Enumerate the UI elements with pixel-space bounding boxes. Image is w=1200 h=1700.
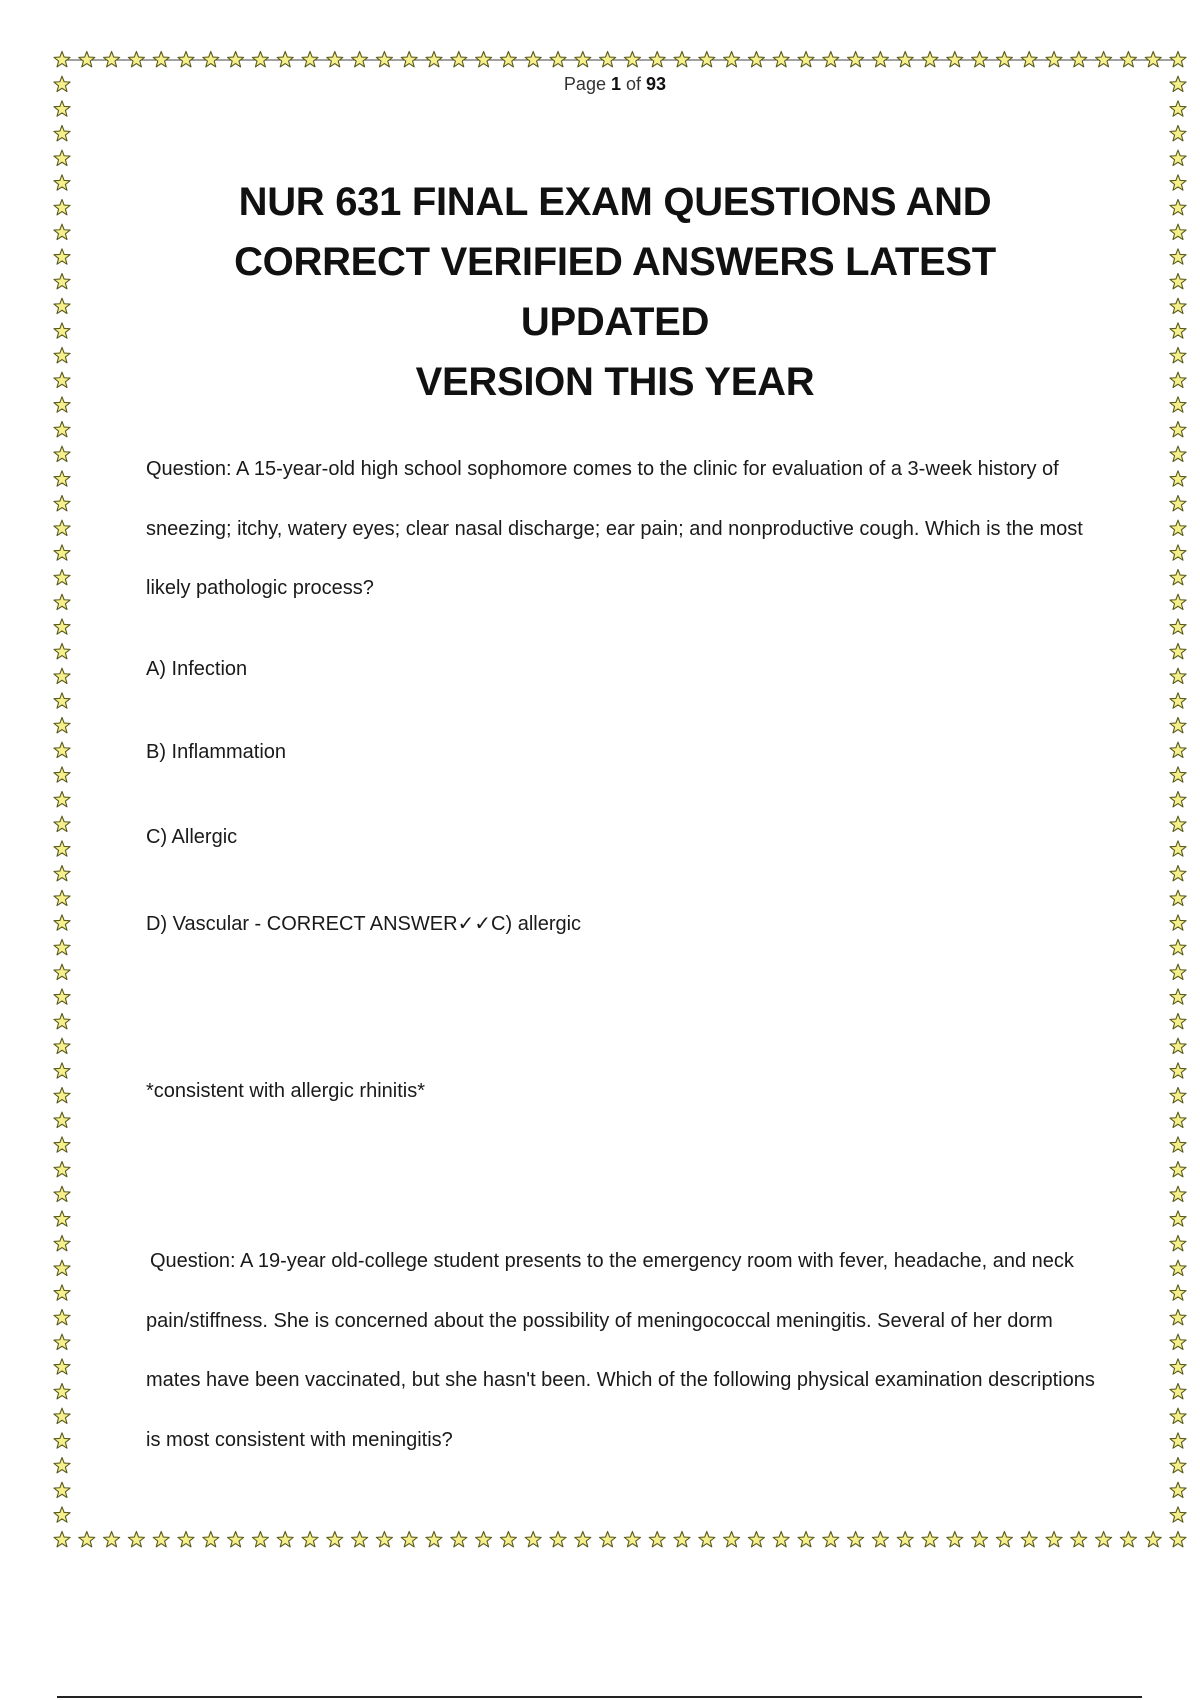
star-icon	[54, 224, 70, 239]
star-icon	[1170, 668, 1186, 683]
star-icon	[525, 1532, 541, 1547]
star-icon	[773, 52, 789, 67]
star-icon	[54, 249, 70, 264]
star-icon	[624, 1532, 640, 1547]
star-icon	[897, 52, 913, 67]
star-icon	[54, 1532, 70, 1547]
star-icon	[54, 792, 70, 807]
star-icon	[1170, 545, 1186, 560]
star-icon	[1170, 841, 1186, 856]
star-icon	[922, 1532, 938, 1547]
star-icon	[1170, 1014, 1186, 1029]
star-icon	[54, 348, 70, 363]
star-icon	[1071, 1532, 1087, 1547]
star-icon	[54, 1482, 70, 1497]
star-icon	[54, 1260, 70, 1275]
star-icon	[1170, 718, 1186, 733]
star-icon	[54, 1236, 70, 1251]
star-icon	[128, 52, 144, 67]
star-icon	[54, 940, 70, 955]
star-icon	[1170, 1063, 1186, 1078]
star-icon	[972, 1532, 988, 1547]
star-icon	[54, 915, 70, 930]
star-icon	[1170, 890, 1186, 905]
star-icon	[872, 1532, 888, 1547]
star-icon	[1170, 767, 1186, 782]
star-icon	[1170, 1285, 1186, 1300]
star-icon	[1170, 693, 1186, 708]
star-icon	[1170, 224, 1186, 239]
star-icon	[1170, 915, 1186, 930]
page-label: Page	[563, 74, 606, 94]
star-icon	[54, 323, 70, 338]
star-icon	[203, 1532, 219, 1547]
star-icon	[376, 1532, 392, 1547]
star-icon	[327, 52, 343, 67]
star-icon	[54, 52, 70, 67]
star-icon	[401, 1532, 417, 1547]
star-icon	[1170, 446, 1186, 461]
star-icon	[1170, 422, 1186, 437]
star-icon	[823, 52, 839, 67]
star-icon	[54, 1507, 70, 1522]
star-icon	[674, 52, 690, 67]
star-icon	[54, 397, 70, 412]
star-icon	[178, 1532, 194, 1547]
star-icon	[54, 1458, 70, 1473]
star-icon	[1170, 964, 1186, 979]
star-icon	[54, 1112, 70, 1127]
star-icon	[1170, 150, 1186, 165]
star-icon	[54, 693, 70, 708]
star-icon	[1046, 52, 1062, 67]
title-line-1: NUR 631 FINAL EXAM QUESTIONS AND	[238, 180, 992, 224]
star-icon	[1170, 594, 1186, 609]
star-icon	[1170, 1359, 1186, 1374]
star-icon	[748, 52, 764, 67]
question-2-stem: Question: A 19-year old-college student presents to the emergency room with fever, headache, and neck pain/stiffness. She is concerned about the possibility of meningococcal meningitis. Several of her dorm mates have been vaccinated, but she hasn't been. Which of the following physical examination descriptions is most consistent with meningitis?	[146, 1250, 1095, 1451]
star-icon	[624, 52, 640, 67]
star-icon	[54, 545, 70, 560]
star-icon	[277, 1532, 293, 1547]
title-line-2: CORRECT VERIFIED ANSWERS LATEST UPDATED	[234, 240, 996, 344]
star-icon	[54, 101, 70, 116]
star-icon	[54, 1433, 70, 1448]
star-icon	[1170, 298, 1186, 313]
star-icon	[54, 890, 70, 905]
star-icon	[302, 1532, 318, 1547]
star-icon	[54, 200, 70, 215]
current-page: 1	[610, 74, 621, 94]
star-icon	[54, 1334, 70, 1349]
star-icon	[1120, 1532, 1136, 1547]
star-icon	[401, 52, 417, 67]
star-icon	[54, 520, 70, 535]
star-icon	[54, 1137, 70, 1152]
star-icon	[1170, 644, 1186, 659]
star-icon	[54, 1038, 70, 1053]
star-icon	[649, 52, 665, 67]
star-icon	[600, 1532, 616, 1547]
page-of-label: of	[626, 74, 642, 94]
star-icon	[1170, 1310, 1186, 1325]
star-icon	[947, 1532, 963, 1547]
star-icon	[54, 619, 70, 634]
star-icon	[1170, 397, 1186, 412]
star-icon	[1170, 348, 1186, 363]
star-icon	[54, 594, 70, 609]
page-number	[0, 74, 1200, 95]
star-icon	[649, 1532, 665, 1547]
star-icon	[54, 1014, 70, 1029]
star-icon	[798, 52, 814, 67]
star-icon	[54, 964, 70, 979]
star-icon	[277, 52, 293, 67]
star-icon	[1071, 52, 1087, 67]
star-icon	[699, 1532, 715, 1547]
star-icon	[972, 52, 988, 67]
star-icon	[54, 422, 70, 437]
star-icon	[1170, 1211, 1186, 1226]
star-icon	[1170, 249, 1186, 264]
star-icon	[1170, 274, 1186, 289]
star-icon	[848, 52, 864, 67]
star-icon	[823, 1532, 839, 1547]
star-icon	[54, 446, 70, 461]
star-icon	[352, 1532, 368, 1547]
star-icon	[1170, 1507, 1186, 1522]
star-icon	[1170, 1408, 1186, 1423]
star-icon	[54, 767, 70, 782]
question-1-explanation: *consistent with allergic rhinitis*	[146, 1080, 426, 1102]
star-icon	[724, 1532, 740, 1547]
title-line-3: VERSION THIS YEAR	[415, 360, 815, 404]
star-icon	[1170, 866, 1186, 881]
star-icon	[54, 1285, 70, 1300]
star-icon	[500, 1532, 516, 1547]
star-icon	[1170, 742, 1186, 757]
star-icon	[996, 52, 1012, 67]
star-icon	[1170, 940, 1186, 955]
star-icon	[699, 52, 715, 67]
star-icon	[1096, 52, 1112, 67]
star-icon	[104, 1532, 120, 1547]
star-icon	[451, 1532, 467, 1547]
star-icon	[54, 471, 70, 486]
star-icon	[525, 52, 541, 67]
star-icon	[1145, 52, 1161, 67]
star-icon	[872, 52, 888, 67]
star-icon	[54, 496, 70, 511]
star-icon	[54, 668, 70, 683]
question-1-option-c: C) Allergic	[146, 826, 238, 848]
star-icon	[228, 1532, 244, 1547]
star-icon	[79, 52, 95, 67]
question-1-stem: Question: A 15-year-old high school sophomore comes to the clinic for evaluation of a 3-week history of sneezing; itchy, watery eyes; clear nasal discharge; ear pain; and nonproductive cough. Which is the most likely pathologic process?	[146, 458, 1083, 599]
star-icon	[228, 52, 244, 67]
star-icon	[451, 52, 467, 67]
star-icon	[426, 52, 442, 67]
star-icon	[54, 1408, 70, 1423]
star-icon	[54, 126, 70, 141]
star-icon	[947, 52, 963, 67]
total-pages: 93	[646, 74, 667, 94]
star-icon	[550, 1532, 566, 1547]
star-icon	[922, 52, 938, 67]
star-icon	[54, 1162, 70, 1177]
star-icon	[773, 1532, 789, 1547]
star-icon	[302, 52, 318, 67]
star-icon	[1170, 372, 1186, 387]
star-icon	[674, 1532, 690, 1547]
star-icon	[54, 1088, 70, 1103]
star-icon	[54, 150, 70, 165]
star-icon	[1170, 792, 1186, 807]
star-icon	[1170, 1236, 1186, 1251]
star-icon	[1170, 323, 1186, 338]
star-icon	[1170, 1137, 1186, 1152]
star-icon	[848, 1532, 864, 1547]
star-icon	[1170, 175, 1186, 190]
star-icon	[153, 1532, 169, 1547]
star-icon	[54, 1211, 70, 1226]
star-icon	[1046, 1532, 1062, 1547]
star-icon	[54, 175, 70, 190]
star-icon	[1170, 520, 1186, 535]
star-icon	[54, 718, 70, 733]
star-icon	[476, 1532, 492, 1547]
star-icon	[252, 1532, 268, 1547]
star-icon	[376, 52, 392, 67]
star-icon	[54, 866, 70, 881]
star-icon	[996, 1532, 1012, 1547]
star-icon	[1145, 1532, 1161, 1547]
star-icon	[1170, 1088, 1186, 1103]
star-icon	[1170, 1458, 1186, 1473]
star-icon	[897, 1532, 913, 1547]
star-icon	[1170, 52, 1186, 67]
star-icon	[1170, 1038, 1186, 1053]
star-icon	[1170, 471, 1186, 486]
star-icon	[104, 52, 120, 67]
question-1-option-b: B) Inflammation	[146, 741, 287, 763]
star-icon	[352, 52, 368, 67]
star-icon	[54, 742, 70, 757]
star-icon	[1170, 496, 1186, 511]
star-icon	[575, 1532, 591, 1547]
star-icon	[1170, 1186, 1186, 1201]
star-icon	[1170, 1482, 1186, 1497]
footer-rule	[57, 1696, 1142, 1698]
star-icon	[1021, 52, 1037, 67]
star-icon	[128, 1532, 144, 1547]
star-icon	[54, 1384, 70, 1399]
star-icon	[153, 52, 169, 67]
star-icon	[54, 1310, 70, 1325]
star-icon	[1170, 1384, 1186, 1399]
star-icon	[1170, 816, 1186, 831]
star-icon	[54, 1063, 70, 1078]
star-icon	[1120, 52, 1136, 67]
star-icon	[1170, 101, 1186, 116]
star-icon	[1170, 1334, 1186, 1349]
star-icon	[600, 52, 616, 67]
star-icon	[54, 841, 70, 856]
star-icon	[1170, 1162, 1186, 1177]
star-icon	[54, 274, 70, 289]
star-icon	[476, 52, 492, 67]
star-icon	[79, 1532, 95, 1547]
star-icon	[724, 52, 740, 67]
star-icon	[54, 372, 70, 387]
star-icon	[1170, 126, 1186, 141]
star-icon	[54, 298, 70, 313]
star-icon	[178, 52, 194, 67]
star-icon	[1170, 1532, 1186, 1547]
star-icon	[54, 1186, 70, 1201]
star-icon	[1096, 1532, 1112, 1547]
star-icon	[575, 52, 591, 67]
star-icon	[1170, 619, 1186, 634]
star-icon	[550, 52, 566, 67]
question-1-option-a: A) Infection	[146, 658, 248, 680]
star-icon	[54, 644, 70, 659]
star-icon	[748, 1532, 764, 1547]
star-icon	[798, 1532, 814, 1547]
question-1-option-d-with-answer: D) Vascular - CORRECT ANSWER✓✓C) allergic	[146, 913, 582, 935]
star-icon	[1170, 200, 1186, 215]
star-icon	[54, 816, 70, 831]
star-icon	[1170, 1260, 1186, 1275]
star-icon	[1170, 570, 1186, 585]
star-icon	[1170, 1433, 1186, 1448]
star-icon	[1170, 1112, 1186, 1127]
star-icon	[54, 570, 70, 585]
star-icon	[1170, 989, 1186, 1004]
star-icon	[54, 989, 70, 1004]
star-icon	[1021, 1532, 1037, 1547]
star-icon	[500, 52, 516, 67]
star-icon	[426, 1532, 442, 1547]
star-icon	[252, 52, 268, 67]
star-icon	[54, 1359, 70, 1374]
star-icon	[203, 52, 219, 67]
star-icon	[327, 1532, 343, 1547]
document-title	[140, 172, 1090, 412]
